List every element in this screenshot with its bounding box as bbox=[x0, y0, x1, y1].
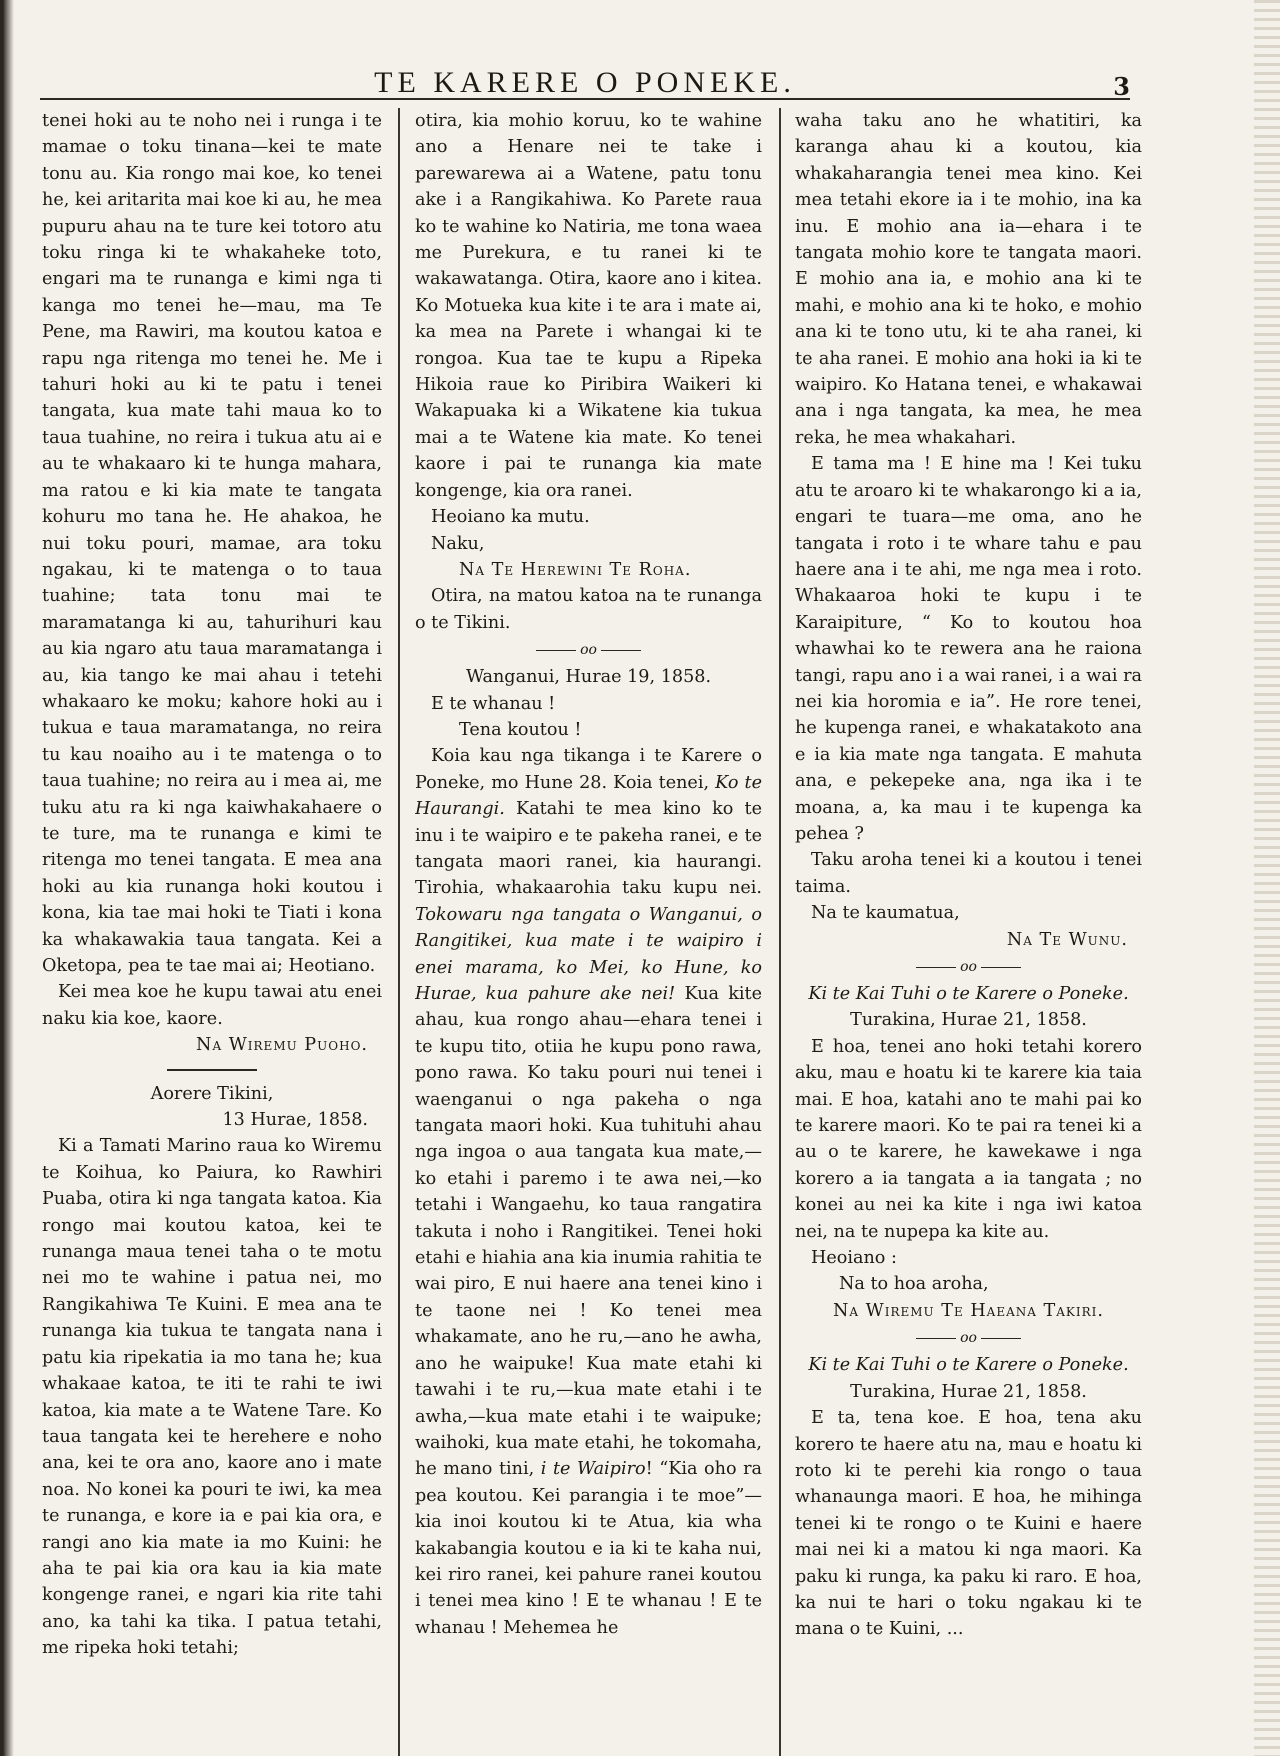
letter-dateline: Turakina, Hurae 21, 1858. bbox=[850, 1381, 1087, 1402]
body-text: ! “Kia oho ra pea koutou. Kei parangia i te moe”—kia inoi koutou ki te Atua, kia wha kakabangia koutou e ia ki te kaha nui, kei riro ranei, kei pahure ranei koutou i tenei mea kino ! E te whanau ! E te whanau ! Mehemea he bbox=[415, 1459, 762, 1638]
letter-postscript: Otira, na matou katoa na te runanga o te Tikini. bbox=[415, 586, 762, 633]
column-rule bbox=[779, 108, 781, 1756]
letter-heoiano: Heoiano ka mutu. bbox=[431, 507, 590, 528]
section-separator bbox=[415, 640, 762, 660]
column-rule bbox=[398, 108, 400, 1756]
body-text: Kua kite ahau, kua rongo ahau—ehara tenei i te kupu tito, otiia he kupu pono rawa, pono rawa. Ko taku pouri nui tenei i waenganui o nga pakeha o nga tangata maori hoki. Kua tuhituhi ahau nga ingoa o aua tangata kua mate,—ko etahi i paremo i te awa nei,—ko tetahi i Wangaehu, ko taua rangatira takuta i noho i Rangitikei. Tenei hoki etahi e hiahia ana kia inumia rahitia te wai piro, E nui haere ana tenei kino i te taone nei ! Ko tenei mea whakamate, ano he ru,—ano he awha, ano he waipuke! Kua mate etahi ki tawahi i te ru,—kua mate etahi i te awha,—kua mate etahi i te waipuke; waihoki, kua mate etahi, he tokomaha, he mano tini, bbox=[415, 984, 762, 1480]
letter-place: Aorere Tikini, bbox=[150, 1083, 274, 1104]
section-separator bbox=[795, 1328, 1142, 1348]
letter-signature: Na Te Wunu. bbox=[1006, 929, 1128, 950]
page-header bbox=[40, 58, 1130, 100]
letter-signature: Na Wiremu Puoho. bbox=[196, 1035, 368, 1056]
letter-body: tenei hoki au te noho nei i runga i te mamae o toku tinana—kei te mate tonu au. Kia rongo mai koe, ko tenei he, kei aritarita mai koe ki au, he mea pupuru ahau na te ture kei totoro atu toku ringa ki te whakaheke toto, engari ma te runanga e kimi nga ti kanga mo tenei he—mau, ma Te Pene, ma Rawiri, ma koutou katoa e rapu nga ritenga mo tenei he. Me i tahuri hoki au ki te patu i tenei tangata, kua mate tahi maua ko to taua tuahine, no reira i tukua atu ai e au te whakaaro ki te hunga mahara, ma ratou e ki kia mate te tangata kohuru mo tana he. He ahakoa, he nui toku pouri, mamae, ara toku ngakau, ki te matenga o to taua tuahine; tata tonu mai te maramatanga ki au, tahurihuri kau au kia ngaro atu taua maramatanga i au, kia tango ke mai ahau i tetehi whakaaro ke moku; kahore hoki au i tukua e taua maramatanga, no reira tu kau noaiho au i te matenga o to taua tuahine; no reira au i mea ai, me tuku atu ra ki nga kaiwhakahaere o te ture, ma te runanga e kimi te ritenga mo tenei tangata. E mea ana hoki au kia runanga hoki koutou i kona, kia tae mai hoki te Tiati i kona ka whakawakia taua tangata. Kei a Oketopa, pea te tae mai ai; Heotiano. bbox=[42, 111, 382, 976]
letter-greeting: Tena koutou ! bbox=[459, 719, 582, 740]
column-2 bbox=[415, 108, 762, 1756]
letter-date: 13 Hurae, 1858. bbox=[222, 1110, 368, 1131]
page-binding-edge bbox=[0, 0, 14, 1756]
letter-closing: Kei mea koe he kupu tawai atu enei naku kia koe, kaore. bbox=[42, 982, 382, 1029]
page-number: 3 bbox=[1113, 72, 1130, 101]
letter-salutation: E te whanau ! bbox=[431, 693, 556, 714]
letter-body: waha taku ano he whatitiri, ka karanga ahau ki a koutou, kia whakaharangia tenei mea kino. Kei mea tetahi ekore ia i te mohio, ina ka inu. E mohio ana ia—ehara i te tangata mohio kore te tangata maori. E mohio ana ia, e mohio ana ki te mahi, e mohio ana ki te hoko, e mohio ana ki te tono utu, ki te aha ranei, ki te aha ranei. E mohio ana hoki ia ki te waipiro. Ko Hatana tenei, e whakawai ana i nga tangata, ka mea, he mea reka, he mea whakahari. bbox=[795, 111, 1142, 448]
article-columns bbox=[42, 108, 1142, 1756]
letter-signature: Na Te Herewini Te Roha. bbox=[459, 559, 692, 580]
body-text: Koia kau nga tikanga i te Karere o Poneke, mo Hune 28. Koia tenei, bbox=[415, 746, 762, 793]
masthead-title: TE KARERE O PONEKE. bbox=[374, 66, 796, 99]
letter-na: Na te kaumatua, bbox=[811, 903, 960, 924]
letter-body: E ta, tena koe. E hoa, tena aku korero te haere atu na, mau e hoatu ki roto ki te perehi kia rongo o taua whanaunga maori. E hoa, he mihinga tenei ki te rongo o te Kuini e haere mai nei ki a matou ki nga maori. Ka paku ki runga, ka paku ki raro. E hoa, ka nui te hari o toku ngakau ki te mana o te Kuini, ... bbox=[795, 1408, 1142, 1640]
section-separator bbox=[167, 1069, 257, 1071]
letter-body: E hoa, tenei ano hoki tetahi korero aku, mau e hoatu ki te karere kia taia mai. E hoa, katahi ano te mahi pai ko te karere maori. Ko te pai ra tenei ki a au o te karere, he kawekawe i nga korero a ia tangata a ia tangata ; no konei au nei ka kite i nga iwi katoa nei, na te nupepa ka kite au. bbox=[795, 1036, 1142, 1242]
page-torn-edge bbox=[1254, 0, 1280, 1756]
letter-heading: Ki te Kai Tuhi o te Karere o Poneke. bbox=[808, 1355, 1129, 1376]
letter-heading: Ki te Kai Tuhi o te Karere o Poneke. bbox=[808, 984, 1129, 1004]
separator-mark: oo bbox=[580, 642, 597, 659]
italic-emphasis: i te Waipiro bbox=[540, 1459, 646, 1480]
column-3 bbox=[795, 108, 1142, 1756]
italic-quote: Tokowaru nga tangata o Wanganui, o Rangitikei, kua mate i te waipiro i enei marama, ko Mei, ko Hune, ko Hurae, kua pahure ake nei! bbox=[415, 904, 762, 1004]
article-heading-inline: Ko te Haurangi. bbox=[415, 772, 762, 820]
letter-closing: Taku aroha tenei ki a koutou i tenei taima. bbox=[795, 850, 1142, 897]
letter-dateline: Wanganui, Hurae 19, 1858. bbox=[465, 667, 712, 688]
letter-body-paragraph bbox=[415, 743, 762, 1641]
letter-signature: Na Wiremu Te Haeana Takiri. bbox=[832, 1300, 1105, 1321]
letter-body: Ki a Tamati Marino raua ko Wiremu te Koihua, ko Paiura, ko Rawhiri Puaba, otira ki nga tangata katoa. Kia rongo mai koutou katoa, kei te runanga maua tenei taha o te motu nei mo te wahine i patua nei, mo Rangikahiwa Te Kuini. E mea ana te runanga kia tukua te tangata nana i patu kia ripekatia ia mo tana he; kua whakaae katoa, te iti te rahi te iwi katoa, kia mate a te Watene Tare. Ko taua tangata kei te herehere e noho ana, kei te ora ano, kaore ano i mate noa. No konei ka pouri te iwi, ka mea te runanga, e kore ia e pai kia ora, e rangi ano kia mate ia mo Kuini: he aha te pai kia ora kau ia kia mate kongenge ranei, e ngari kia rite tahi ano, ka tahi ka tika. I patua tetahi, me ripeka hoki tetahi; bbox=[42, 1136, 382, 1659]
column-1 bbox=[42, 108, 382, 1756]
letter-body: otira, kia mohio koruu, ko te wahine ano a Henare nei te take i parewarewa ai a Watene, patu tonu ake i a Rangikahiwa. Ko Parete raua ko te wahine ko Natiria, me tona waea me Purekura, e tu ranei ki te wakawatanga. Otira, kaore ano i kitea. Ko Motueka kua kite i te ara i mate ai, ka mea na Parete i whangai ki te rongoa. Kua tae te kupu a Ripeka Hikoia raue ko Piribira Waikeri ki Wakapuaka ki a Wikatene kia tukua mai a te Watene kia mate. Ko tenei kaore i pai te runanga kia mate kongenge, kia ora ranei. bbox=[415, 111, 762, 501]
separator-mark: oo bbox=[960, 959, 977, 975]
body-text: Katahi te mea kino ko te inu i te waipiro e te pakeha ranei, e te tangata maori ranei, kia haurangi. Tirohia, whakaarohia taku kupu nei. bbox=[415, 799, 762, 899]
letter-heoiano: Heoiano : bbox=[811, 1248, 897, 1269]
section-separator bbox=[795, 957, 1142, 977]
letter-naku: Naku, bbox=[431, 533, 485, 554]
separator-mark: oo bbox=[960, 1330, 977, 1347]
letter-dateline: Turakina, Hurae 21, 1858. bbox=[850, 1010, 1087, 1031]
letter-body: E tama ma ! E hine ma ! Kei tuku atu te aroaro ki te whakarongo ki a ia, engari te tuara—me oma, ano he tangata i roto i te whare tahu e pau haere ana i te ahi, me nga mea i roto. Whakaaroa hoki te kupu i te Karaipiture, “ Ko to koutou hoa whawhai ko te rewera ana he raiona tangi, rapu ano i a wai ranei, i a wai ra nei kia horomia e ia”. He rore tenei, he kupenga ranei, e whakatakoto ana e ia kia mate nga tangata. E mahuta ana, e pekepeke ana, nga ika i te moana, a, ka mau i te kupenga ka pehea ? bbox=[795, 454, 1142, 844]
letter-closing: Na to hoa aroha, bbox=[839, 1274, 989, 1295]
